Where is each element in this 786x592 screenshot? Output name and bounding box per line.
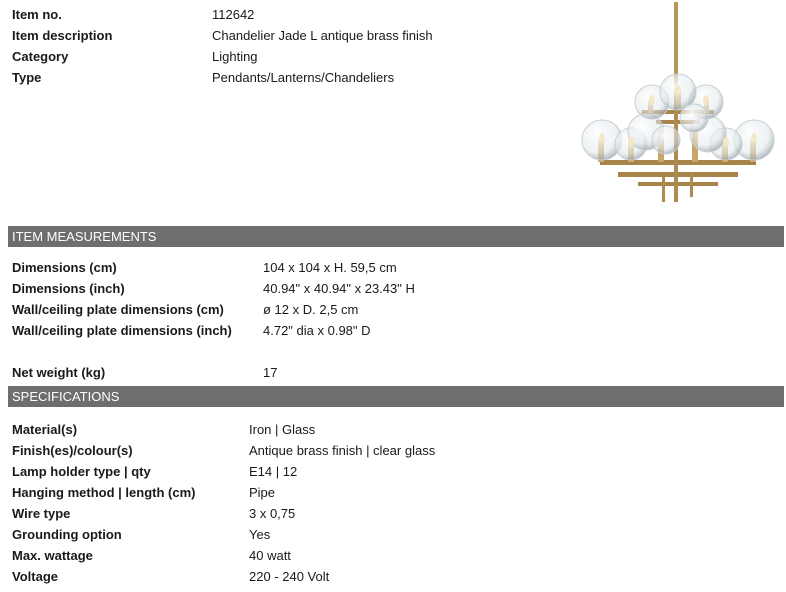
finish-label: Finish(es)/colour(s) [12,443,133,458]
plate-dimensions-cm-label: Wall/ceiling plate dimensions (cm) [12,302,224,317]
dimensions-inch-label: Dimensions (inch) [12,281,125,296]
plate-dimensions-inch-label: Wall/ceiling plate dimensions (inch) [12,323,232,338]
item-no-label: Item no. [12,7,62,22]
type-label: Type [12,70,42,85]
item-description-value: Chandelier Jade L antique brass finish [212,28,433,43]
type-value: Pendants/Lanterns/Chandeliers [212,70,395,85]
category-value: Lighting [212,49,258,64]
hanging-method-label: Hanging method | length (cm) [12,485,196,500]
category-label: Category [12,49,69,64]
materials-label: Material(s) [12,422,78,437]
dimensions-cm-label: Dimensions (cm) [12,260,117,275]
chandelier-product-image [578,2,778,207]
voltage-value: 220 - 240 Volt [249,569,330,584]
max-wattage-value: 40 watt [249,548,291,563]
net-weight-label: Net weight (kg) [12,365,106,380]
wire-type-value: 3 x 0,75 [249,506,296,521]
item-description-label: Item description [12,28,113,43]
lamp-holder-label: Lamp holder type | qty [12,464,151,479]
dimensions-inch-value: 40.94" x 40.94" x 23.43" H [263,281,415,296]
wire-type-label: Wire type [12,506,71,521]
dimensions-cm-value: 104 x 104 x H. 59,5 cm [263,260,397,275]
item-no-value: 112642 [212,7,255,22]
net-weight-value: 17 [263,365,278,380]
grounding-value: Yes [249,527,271,542]
plate-dimensions-cm-value: ø 12 x D. 2,5 cm [263,302,359,317]
plate-dimensions-inch-value: 4.72" dia x 0.98" D [263,323,371,338]
max-wattage-label: Max. wattage [12,548,93,563]
lamp-holder-value: E14 | 12 [249,464,298,479]
specifications-header: SPECIFICATIONS [8,386,784,407]
finish-value: Antique brass finish | clear glass [249,443,436,458]
grounding-label: Grounding option [12,527,122,542]
item-measurements-header: ITEM MEASUREMENTS [8,226,784,247]
voltage-label: Voltage [12,569,58,584]
materials-value: Iron | Glass [249,422,316,437]
hanging-method-value: Pipe [249,485,276,500]
